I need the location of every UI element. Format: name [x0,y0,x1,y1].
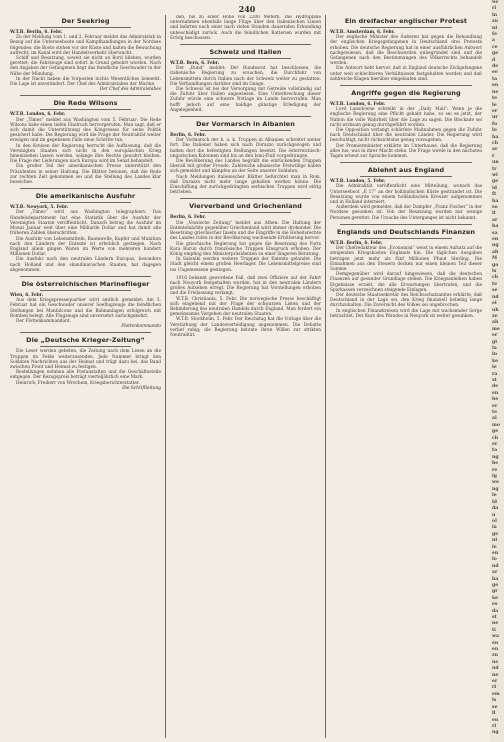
heading-rule [360,176,452,177]
margin-fragment: ke [492,358,499,364]
margin-fragment: ri [492,723,497,729]
margin-fragment: la [492,345,497,351]
margin-fragment: es [492,602,498,608]
adjacent-page-margin [490,0,504,742]
margin-fragment: gt [492,339,498,345]
margin-fragment: in [492,12,498,18]
margin-fragment: ab [492,249,499,255]
margin-fragment: fe [492,32,497,38]
paragraph: Die Antwort hebt hervor, daß in England deutsche Zivilgefangene unter weit schlechteren Verhältnissen festgehalten werden und daß zahlreiche Klagen hierüber eingelaufen sind. [330,66,482,82]
article [330,224,482,319]
margin-fragment: en [492,647,499,653]
paragraph: W.T.B. Stockholm, 5. Febr. Der Reichstag hat die Vorlage über die Verstärkung der Landesverteidigung angenommen. Die Debatte verlief ruhig; die Regierung betonte ihren Willen zur strikten Neutralität. [170,317,321,338]
margin-fragment: r [492,153,495,159]
paragraph: Demgegenüber wird darauf hingewiesen, daß die deutschen Finanzen auf gesunder Grundlage stehen. Die Kriegsanleihen haben Ergebnisse erzielt, die alle Erwartungen übertrafen, und die Sparkassen verzeichnen steigende Einlagen. [330,272,482,293]
article-heading: Die amerikanische Ausfuhr [35,192,136,201]
article [170,198,321,272]
dateline: W.T.B. London, 5. Febr. [330,179,386,185]
heading-rule [360,27,452,28]
article [170,15,321,41]
margin-fragment: en [492,717,499,723]
article-heading: Die österreichischen Marineflieger [21,279,150,288]
heading-rule [40,290,131,291]
paragraph: Der „Times“ wird aus Washington telegraphiert: Das Handelsdepartement hat eine Statistik über die Ausfuhr der Vereinigten Staaten veröffentlicht. Danach betrug die Ausfuhr im Monat Januar weit über eine Milliarde Dollar und hat damit alle früheren Zahlen überschritten. [10,210,161,237]
margin-fragment: ch [492,140,499,146]
margin-fragment: le [492,102,497,108]
margin-fragment: ri [492,685,497,691]
article [330,85,482,159]
margin-fragment: en [492,237,499,243]
margin-fragment: so [492,205,498,210]
paragraph: Außerdem wird gemeldet, daß der Dampfer „Franz Fischer“ in der Nordsee gesunken ist. Von der Besatzung wurden nur wenige Personen gerettet. Die Ursache des Unterganges ist nicht bekannt. [330,205,482,221]
signature: Die Schriftleitung [122,385,161,391]
margin-fragment: se [492,288,498,294]
margin-fragment: ar [492,570,498,576]
paragraph: In englischen Finanzkreisen wird die Lage mit wachsender Sorge betrachtet. Der Kurs des Pfundes in Neuyork ist weiter gesunken. [330,308,482,319]
article [330,17,482,82]
margin-fragment: nd [492,294,499,300]
article-heading: Vierverband und Griechenland [189,202,302,211]
column-1 [6,15,166,738]
margin-fragment: re [492,467,498,473]
margin-fragment: lt [492,711,496,717]
margin-fragment: er [492,333,498,339]
margin-fragment: de [492,384,499,390]
paragraph: Ein großer Teil der amerikanischen Presse unterstützt den Präsidenten in seiner Haltung. Die Blätter betonen, daß die Rede zur rechten Zeit gekommen sei und die Stellung des Landes klar bezeichne. [10,164,161,186]
margin-fragment: en [492,550,499,556]
article [170,276,321,338]
dateline: W.T.B. London, 6. Febr. [330,102,386,108]
paragraph: Der „Bund“ meldet: Der Bundesrat hat beschlossen, die italienische Regierung zu ersuchen, die Durchfuhr von Lebensmitteln durch Italien nach der Schweiz weiter zu gestatten. Die Verhandlungen darüber sind im Gange. [170,66,321,87]
margin-fragment: ld [492,499,497,505]
margin-fragment: ng [492,486,499,492]
article-divider [340,85,472,86]
article-divider [340,162,472,163]
margin-fragment: me [492,326,500,332]
margin-fragment: gr [492,589,498,595]
dateline: W.T.B. Berlin, 6. Febr. [330,240,383,246]
margin-fragment: ur [492,115,498,121]
margin-fragment: we [492,480,499,486]
paragraph: Die Bevölkerung des Landes begrüßt die einrückenden Truppen überall mit großer Freude. Zahlreiche albanische Freiwillige haben sich gemeldet und kämpfen an der Seite unserer Soldaten. [170,159,321,175]
margin-fragment: da [492,506,499,512]
margin-fragment: da [492,608,499,614]
paragraph: W.T.B. Christiania, 5. Febr. Die norwegische Presse beschäftigt sich eingehend mit der Frage der schwarzen Listen und der Behinderung des neutralen Handels durch England. Man fordert ein gemeinsames Vorgehen der neutralen Staaten. [170,296,321,318]
paragraph: Aus dem Kriegspressequartier wird amtlich gemeldet: Am 5. Februar hat ein Geschwader unserer Seeflugzeuge die feindlichen Stellungen bei Monfalcone und die Bahnanlagen erfolgreich mit Bomben belegt. Alle Flugzeuge sind unversehrt zurückgekehrt. [10,298,161,319]
column-2 [166,15,326,738]
margin-fragment: ha [492,134,499,140]
dateline: W.T.B. London, 6. Febr. [10,112,66,118]
paragraph: Lord Lansdowne schreibt in der „Daily Mail“: Wenn je die englische Regierung eine Pflicht gehabt habe, so sei es jetzt, der Nation die volle Wahrheit über die Lage zu sagen. Die Blockade sei nicht wirksam genug durchgeführt worden. [330,107,482,128]
margin-fragment: te [492,281,498,287]
margin-fragment: lo [492,128,497,134]
margin-fragment: ne [492,89,499,95]
margin-fragment: ch [492,435,499,441]
article [170,116,321,195]
margin-fragment: ni [492,25,498,31]
margin-fragment: ge [492,582,499,588]
paragraph: Der „Times“ meldet aus Washington vom 5. Februar: Die Rede Wilsons habe einen tiefen Eindruck hervorgerufen. Man sagt, daß er sich damit die Unterstützung des Kongresses für seine Politik gesichert habe. Die Regierung wird die Frage der Neutralität weiter erwägen und im gegebenen Falle neue Schritte tun. [10,117,161,144]
margin-fragment: ee [492,70,498,76]
margin-fragment: ta [492,76,498,82]
article-divider [20,95,151,96]
paragraph: Zu der Meldung vom 1. und 2. Februar meldet das Admiralstab in Bezug auf die Unterseeboote und Kampfhandlungen in der Nordsee folgendes: die Boote stehen vor der Küste und halten die Bewachung aufrecht, im Kanal wird der Handelsverkehr überwacht. [10,35,161,56]
paragraph: In den Kreisen der Regierung herrscht die Auffassung, daß die Vereinigten Staaten sich nicht in den europäischen Krieg hineinziehen lassen werden, solange ihre Rechte gewahrt bleiben. Die Frage der Lieferungen nach Europa wird im Senat behandelt. [10,143,161,165]
margin-fragment: ni [492,538,498,544]
margin-fragment: ol [492,518,497,524]
heading-rule [360,238,452,239]
paragraph: Die Ausfuhr von Lebensmitteln, Baumwolle, Kupfer und Munition nach den Ländern der Entente ist erheblich gestiegen. Nach England allein gingen Waren im Werte von mehreren hundert Millionen Dollar. [10,236,161,258]
margin-fragment: wi [492,172,498,178]
article [170,44,321,113]
margin-fragment: ti [492,627,496,633]
article-heading: Die „Deutsche Krieger-Zeitung“ [26,336,145,345]
margin-fragment: de [492,64,499,70]
page-number: 240 [238,4,256,14]
margin-fragment: ke [492,595,499,601]
margin-fragment: u [492,512,496,518]
margin-fragment: er [492,442,498,448]
margin-fragment: ls [492,269,497,275]
margin-fragment: ra [492,371,498,377]
newspaper-page [6,4,488,738]
margin-fragment: ng [492,243,499,249]
margin-fragment: ze [492,313,498,319]
margin-fragment: ge [492,179,499,185]
article [10,332,161,391]
margin-fragment: ha [492,198,499,204]
article [10,276,161,329]
columns [6,15,488,738]
margin-fragment: ie [492,365,497,371]
margin-fragment: fo [492,121,498,127]
article-heading: Der Vormarsch in Albanien [196,120,295,129]
margin-fragment: ud [492,666,499,672]
margin-fragment: ie [492,493,497,499]
article-divider [180,44,311,45]
margin-fragment: ha [492,576,499,582]
margin-fragment: en [492,83,499,89]
margin-fragment: st [492,615,497,620]
margin-fragment: ri [492,6,497,12]
article-heading: Schweiz und Italien [209,48,282,57]
signature: Flottenkommando [121,324,161,330]
margin-fragment: in [492,352,498,358]
signature: Der Chef des Admiralstabes [99,87,161,93]
margin-fragment: ne [492,621,499,627]
margin-fragment: be [492,461,499,467]
dateline: W.T.B. Amsterdam, 6. Febr. [330,30,395,35]
heading-rule [200,212,291,213]
dateline: W.T.B. Newyork, 5. Febr. [10,205,69,211]
dateline: W.T.B. Berlin, 6. Febr. [10,30,63,35]
heading-rule [200,58,291,59]
article-heading: Angriffe gegen die Regierung [351,89,461,98]
margin-fragment: go [492,262,499,268]
margin-fragment: st [492,377,497,383]
paragraph: Der Chefredakteur des „Economist“ weist in einem Aufsatz auf die steigenden Kriegskosten Englands hin. Die täglichen Ausgaben betragen jetzt mehr als fünf Millionen Pfund Sterling. Die Einnahmen aus den Steuern decken nur einen kleinen Teil dieser Summe. [330,246,482,272]
heading-rule [40,346,131,347]
margin-fragment: ls [492,698,497,704]
article [10,95,161,185]
margin-fragment: nd [492,563,499,569]
heading-rule [40,27,131,28]
margin-fragment: ns [492,659,498,665]
margin-fragment: it [492,211,496,217]
heading-rule [40,109,131,110]
paragraph: In Saloniki werden weitere Truppen der Entente gelandet. Die Stadt gleicht einem großen Heerlager. Die Lebensmittelpreise sind ins Ungemessene gestiegen. [170,257,321,273]
paragraph: Nach Meldungen italienischer Blätter befürchtet man in Rom, daß Durazzo nicht mehr lange gehalten werden könne. Die Einschiffung der zurückgedrängten serbischen Truppen wird eifrig betrieben. [170,174,321,196]
paragraph: den, bis zu einer Höhe von 2200 Metern. Die Hydroplane unternahmen ebenfalls lange Flüge über den italienischen Linien und kehrten nach einer nach vielen Stunden dauernden Erkundung unbeschädigt zurück. Auch die feindlichen Batterien wurden mit Erfolg beschossen. [170,15,321,41]
paragraph: Der Vormarsch der k. u. k. Truppen in Albanien schreitet weiter fort. Die Italiener haben sich nach Durazzo zurückgezogen und halten dort die befestigten Stellungen besetzt. Die österreichisch-ungarischen Kolonnen sind bis an den Ismi-Fluß vorgedrungen. [170,138,321,159]
margin-fragment: ar [492,147,498,153]
margin-fragment: zu [492,653,498,659]
margin-fragment: ia [492,525,497,531]
heading-rule [360,99,452,100]
paragraph: Die Opposition verlangt schärfere Maßnahmen gegen die Zufuhr nach Deutschland über die neutralen Länder. Die Regierung wird beschuldigt, nicht rücksichtslos genug vorzugehen. [330,128,482,144]
margin-fragment: id [492,185,497,191]
margin-fragment: M [492,256,498,262]
margin-fragment: al [492,416,497,422]
margin-fragment: mo [492,422,500,428]
margin-fragment: er [492,108,498,114]
margin-fragment: ne [492,672,499,678]
paragraph: Bestellungen nehmen alle Postanstalten und die Geschäftsstelle entgegen. Der Bezugspreis beträgt vierteljährlich eine Mark. [10,370,161,381]
dateline: Wien, 6. Febr. [10,292,44,298]
margin-fragment: ta [492,448,498,454]
article-heading: Die Rede Wilsons [53,99,118,108]
article-divider [20,332,151,333]
margin-fragment: ge [492,429,499,435]
paragraph: 1916 bekannt gewordene Fall, daß zwei Offiziere auf der Fahrt nach Neuyork festgehalten wurden, hat in den neutralen Ländern großes Aufsehen erregt. Die Regierung hat Vorstellungen erhoben und die Freilassung verlangt. [170,275,321,297]
article-heading: Ablehnt aus England [367,166,445,175]
margin-fragment: ch [492,275,499,281]
paragraph: Die „Vossische Zeitung“ meldet aus Athen: Die Haltung der Ententemächte gegenüber Griechenland wird immer drohender. Die Besetzung griechischer Inseln und die Eingriffe in die Hoheitsrechte des Landes rufen in der Bevölkerung wachsende Erbitterung hervor. [170,220,321,242]
margin-fragment: tr [492,166,497,172]
margin-fragment: lo [492,557,497,563]
paragraph: Die Schweiz ist bei der Versorgung mit Getreide vollständig auf die Zufuhr über Italien angewiesen. Eine Unterbrechung dieser Zufuhr würde eine schwere Notlage im Lande hervorrufen. Man hofft jedoch auf eine baldige günstige Erledigung der Angelegenheit. [170,87,321,113]
paragraph: Der englische Minister des Äußeren hat gegen die Behandlung der englischen Kriegsgefangenen in Deutschland drei Proteste erhoben. Die deutsche Regierung hat in einer ausführlichen Antwort nachgewiesen, daß die Beschwerden unbegründet sind und die Gefangenen nach den Bestimmungen des Völkerrechts behandelt werden. [330,35,482,67]
margin-fragment: wa [492,634,499,640]
margin-fragment: en [492,640,499,646]
margin-fragment: ng [492,730,499,736]
article [330,162,482,221]
margin-fragment: em [492,691,500,697]
article-divider [180,198,311,199]
margin-fragment: te [492,410,498,415]
paragraph: Die Ausfuhr nach den neutralen Ländern Europas, besonders nach Holland und den skandinavischen Staaten, hat dagegen abgenommen. [10,257,161,273]
margin-fragment: zu [492,19,498,25]
margin-fragment: er [492,403,498,409]
margin-fragment: be [492,397,499,403]
margin-fragment: uh [492,307,499,313]
margin-fragment: te [492,96,498,102]
paragraph: Der Premierminister erklärte im Unterhause, daß die Regierung alles tue, was in ihrer Macht stehe. Die Frage werde in den nächsten Tagen erneut zur Sprache kommen. [330,143,482,160]
margin-fragment: ei [492,301,497,307]
column-3 [326,15,486,738]
margin-fragment: a [492,38,495,44]
dateline: Berlin, 6. Febr. [170,215,206,221]
margin-fragment: un [492,160,499,166]
dateline: Berlin, 6. Febr. [170,133,206,139]
margin-fragment: ha [492,224,499,230]
paragraph: Der deutsche Staatssekretär des Reichsschatzamtes erklärte, daß Deutschland in der Lage sei, den Krieg finanziell beliebig lange durchzuhalten. Die Zuversicht des Volkes sei ungebrochen. [330,292,482,309]
paragraph: Der Flottenkommandant. [16,318,71,324]
article-heading: Englands und Deutschlands Finanzen [336,227,476,236]
article [10,17,161,92]
article [10,188,161,273]
article-divider [20,188,151,189]
margin-fragment: ge [492,531,499,537]
article-heading: Ein dreifacher englischer Protest [344,17,468,25]
heading-rule [200,130,291,131]
paragraph: Heinrich, Freiherr von Wrochem, Kriegsberichterstatter. [16,380,140,386]
margin-fragment: se [492,704,498,710]
margin-fragment: ng [492,454,499,460]
margin-fragment: ig [492,474,497,480]
paragraph: Die griechische Regierung hat gegen die Besetzung des Forts Kara Burun durch französische Truppen Einspruch erhoben. Der König empfing den Ministerpräsidenten zu einer längeren Beratung. [170,241,321,257]
margin-fragment: sa [492,230,498,236]
paragraph: Schiff und Besatzung, soweit sie nicht an Bord blieben, wurden gerettet; die Fahrzeuge sind sofort in Grund gebohrt worden. Nach den Angaben der Gefangenen liegt das feindliche Geschwader in der Nähe der Mündung. [10,56,161,77]
margin-fragment: ah [492,320,499,326]
dateline: W.T.B. Bern, 6. Febr. [170,61,220,67]
paragraph: Die Leser werden gebeten, die Zeitung nach dem Lesen an die Truppen im Felde weiterzusenden. Jede Nummer bringt den Soldaten Nachrichten aus der Heimat und trägt dazu bei, das Band zwischen Front und Heimat zu festigen. [10,349,161,370]
article-divider [20,276,151,277]
margin-fragment: en [492,390,499,396]
margin-fragment: ce [492,44,498,50]
paragraph: In der Nacht haben die Vorposten nichts Wesentliches bemerkt. Die Lage ist unverändert. Der Chef des Admiralstabes der Marine. [10,76,161,88]
article-heading: Der Seekrieg [61,17,110,25]
margin-fragment: ar [492,217,498,223]
margin-fragment: er [492,679,498,685]
margin-fragment: ie [492,544,497,550]
article-divider [340,224,472,225]
margin-fragment: ge [492,51,499,57]
margin-fragment: Se [492,0,499,5]
margin-fragment: d [492,57,496,63]
margin-fragment: ft [492,192,497,198]
heading-rule [40,202,131,203]
paragraph: Die Admiralität veröffentlicht eine Mitteilung, wonach das Unterseeboot „E 17“ an der holländischen Küste gestrandet ist. Die Besatzung wurde von einem holländischen Kreuzer aufgenommen und in Holland interniert. [330,184,482,206]
article-divider [180,116,311,117]
